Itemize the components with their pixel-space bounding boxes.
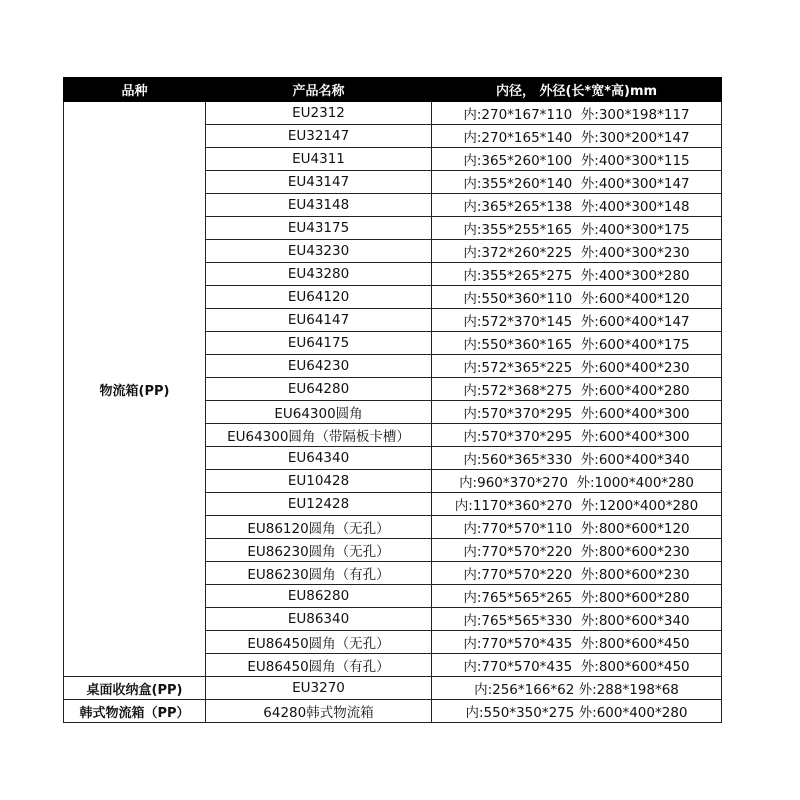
product-name-cell: EU86450圆角（有孔）	[206, 654, 432, 677]
dimensions-cell: 内:355*265*275 外:400*300*280	[432, 263, 722, 286]
dimensions-cell: 内:270*165*140 外:300*200*147	[432, 125, 722, 148]
product-name-cell: EU32147	[206, 125, 432, 148]
product-name-cell: EU86450圆角（无孔）	[206, 631, 432, 654]
dimensions-cell: 内:765*565*265 外:800*600*280	[432, 585, 722, 608]
dimensions-cell: 内:270*167*110 外:300*198*117	[432, 102, 722, 125]
dimensions-cell: 内:770*570*435 外:800*600*450	[432, 631, 722, 654]
dimensions-cell: 内:770*570*220 外:800*600*230	[432, 539, 722, 562]
product-name-cell: EU43175	[206, 217, 432, 240]
product-name-cell: EU64120	[206, 286, 432, 309]
product-name-cell: EU86280	[206, 585, 432, 608]
category-cell: 韩式物流箱（PP）	[64, 700, 206, 723]
dimensions-cell: 内:550*350*275 外:600*400*280	[432, 700, 722, 723]
table-row	[64, 677, 722, 700]
dimensions-cell: 内:572*370*145 外:600*400*147	[432, 309, 722, 332]
product-name-cell: EU2312	[206, 102, 432, 125]
product-name-cell: EU12428	[206, 493, 432, 516]
product-name-cell: EU10428	[206, 470, 432, 493]
dimensions-cell: 内:572*368*275 外:600*400*280	[432, 378, 722, 401]
dimensions-cell: 内:770*570*220 外:800*600*230	[432, 562, 722, 585]
header-row	[64, 78, 722, 102]
header-product-name: 产品名称	[206, 78, 432, 102]
table-body	[64, 102, 722, 723]
table-header	[64, 78, 722, 102]
dimensions-cell: 内:1170*360*270 外:1200*400*280	[432, 493, 722, 516]
product-name-cell: EU64300圆角	[206, 401, 432, 424]
dimensions-cell: 内:560*365*330 外:600*400*340	[432, 447, 722, 470]
product-name-cell: EU43280	[206, 263, 432, 286]
category-cell: 桌面收纳盒(PP)	[64, 677, 206, 700]
table-row	[64, 700, 722, 723]
category-cell: 物流箱(PP)	[64, 102, 206, 677]
header-category: 品种	[64, 78, 206, 102]
product-name-cell: 64280韩式物流箱	[206, 700, 432, 723]
dimensions-cell: 内:365*260*100 外:400*300*115	[432, 148, 722, 171]
product-name-cell: EU86340	[206, 608, 432, 631]
product-name-cell: EU64175	[206, 332, 432, 355]
product-name-cell: EU86230圆角（无孔）	[206, 539, 432, 562]
table-row	[64, 102, 722, 125]
dimensions-cell: 内:256*166*62 外:288*198*68	[432, 677, 722, 700]
product-name-cell: EU64300圆角（带隔板卡槽）	[206, 424, 432, 447]
dimensions-cell: 内:355*260*140 外:400*300*147	[432, 171, 722, 194]
dimensions-cell: 内:570*370*295 外:600*400*300	[432, 424, 722, 447]
product-name-cell: EU4311	[206, 148, 432, 171]
product-name-cell: EU64230	[206, 355, 432, 378]
product-name-cell: EU86120圆角（无孔）	[206, 516, 432, 539]
product-name-cell: EU43147	[206, 171, 432, 194]
product-name-cell: EU43148	[206, 194, 432, 217]
product-name-cell: EU64280	[206, 378, 432, 401]
header-dimensions: 内径， 外径(长*宽*高)mm	[432, 78, 722, 102]
dimensions-cell: 内:960*370*270 外:1000*400*280	[432, 470, 722, 493]
dimensions-cell: 内:372*260*225 外:400*300*230	[432, 240, 722, 263]
product-name-cell: EU86230圆角（有孔）	[206, 562, 432, 585]
dimensions-cell: 内:550*360*165 外:600*400*175	[432, 332, 722, 355]
product-spec-table	[63, 77, 722, 723]
dimensions-cell: 内:572*365*225 外:600*400*230	[432, 355, 722, 378]
dimensions-cell: 内:765*565*330 外:800*600*340	[432, 608, 722, 631]
dimensions-cell: 内:550*360*110 外:600*400*120	[432, 286, 722, 309]
dimensions-cell: 内:770*570*435 外:800*600*450	[432, 654, 722, 677]
product-name-cell: EU43230	[206, 240, 432, 263]
product-name-cell: EU64147	[206, 309, 432, 332]
dimensions-cell: 内:365*265*138 外:400*300*148	[432, 194, 722, 217]
dimensions-cell: 内:770*570*110 外:800*600*120	[432, 516, 722, 539]
dimensions-cell: 内:570*370*295 外:600*400*300	[432, 401, 722, 424]
dimensions-cell: 内:355*255*165 外:400*300*175	[432, 217, 722, 240]
product-name-cell: EU64340	[206, 447, 432, 470]
product-name-cell: EU3270	[206, 677, 432, 700]
